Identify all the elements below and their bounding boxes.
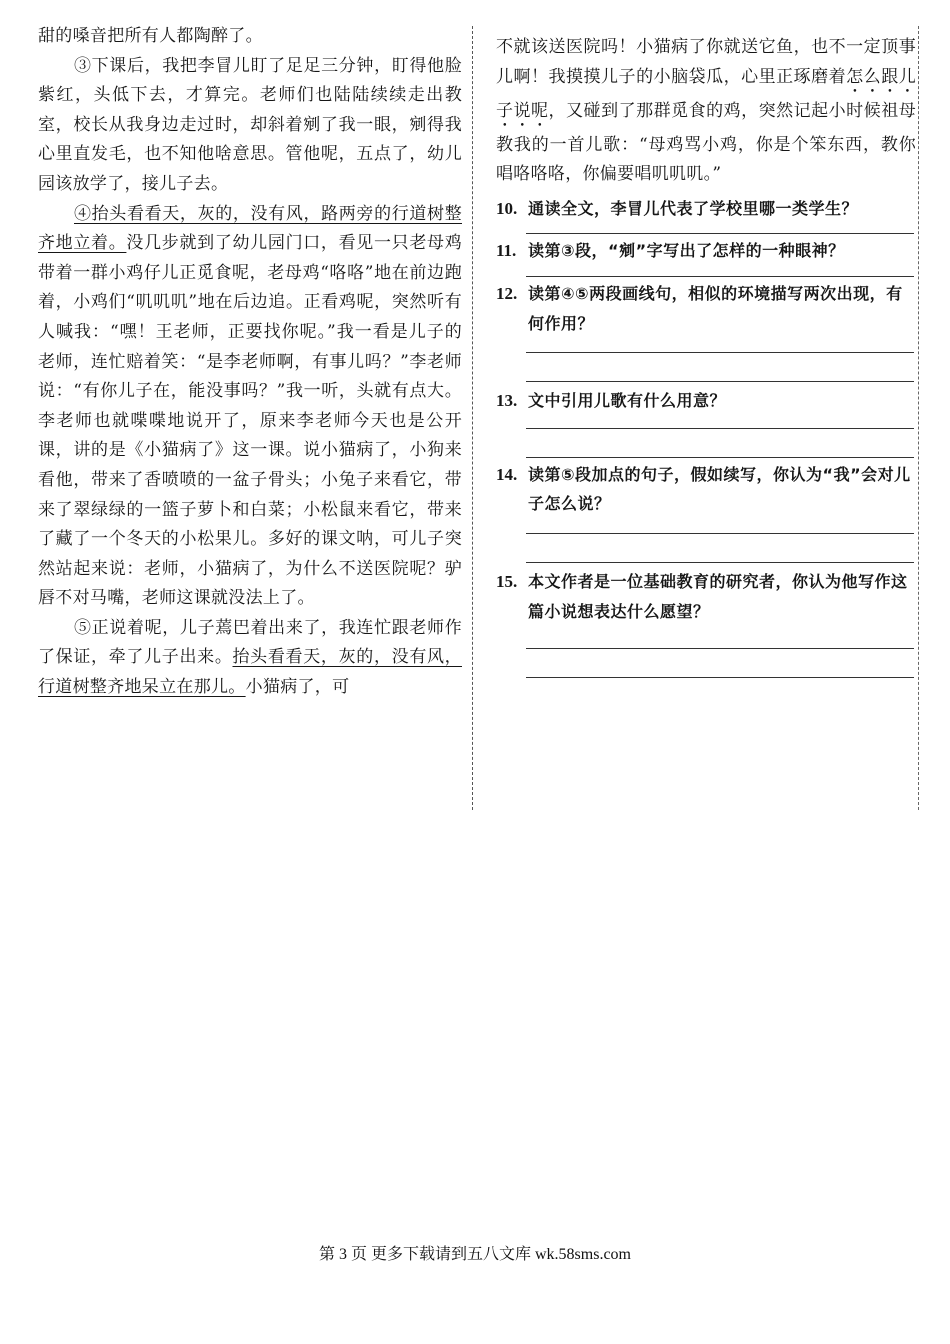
paragraph-4-text: 没几步就到了幼儿园门口，看见一只老母鸡带着一群小鸡仔儿正觅食呢，老母鸡“咯咯”地在前边跑着，小鸡们“叽叽叽”地在后边追。正看鸡呢，突然听有人喊我：“嘿！王老师，正要找你呢。”我一看是儿子的老师，连忙赔着笑：“是李老师啊，有事儿吗？”李老师说：“有你儿子在，能没事吗？”我一听，头就有点大。李老师也就喋喋地说开了，原来李老师今天也是公开课，讲的是《小猫病了》这一课。说小猫病了，小狗来看他，带来了香喷喷的一盆子骨头；小兔子来看它，带来了翠绿绿的一篮子萝卜和白菜；小松鼠来看它，带来了藏了一个冬天的小松果儿。多好的课文呐，可儿子突然站起来说：老师，小猫病了，为什么不送医院呢？驴唇不对马嘴，老师这课就没法上了。 [38,233,463,609]
dotted-sentence: 怎么跟儿子说呢， [496,66,916,121]
page-footer: 第 3 页 更多下载请到五八文库 wk.58sms.com [318,1246,631,1263]
question-14 [496,460,916,563]
paragraph-5 [38,614,462,703]
continuation-text-a: 不就该送医院吗！小猫病了你就送它鱼，也不一定顶事儿啊！我摸摸儿子的小脑袋瓜，心里正琢磨着 [496,37,916,87]
question-number: 10. [496,198,518,218]
answer-line[interactable] [526,648,914,649]
question-number: 13. [496,391,518,411]
paragraph-5-end: 小猫病了，可 [245,677,350,698]
answer-line[interactable] [526,352,914,353]
answer-line[interactable] [526,533,914,534]
question-10 [496,194,916,235]
question-text: 读第⑤段加点的句子，假如续写，你认为“我”会对儿子怎么说？ [528,464,911,514]
question-15 [496,567,916,678]
answer-line[interactable] [526,677,914,678]
right-margin-rule [918,26,919,810]
answer-line[interactable] [526,276,914,277]
question-text: 读第④⑤两段画线句，相似的环境描写两次出现，有何作用？ [528,283,903,333]
paragraph-5-start: ⑤正说着呢，儿子蔫巴着出来了，我连忙跟老师作了保证，牵了儿子出来。 [38,617,462,668]
question-text: 文中引用儿歌有什么用意？ [528,391,727,411]
answer-line[interactable] [526,562,914,563]
question-13 [496,386,916,458]
underlined-sentence-5: 抬头看看天，灰的，没有风，行道树整齐地呆立在那儿。 [38,647,462,698]
continuation-text-b: 又碰到了那群觅食的鸡，突然记起小时候祖母教我的一首儿歌：“母鸡骂小鸡，你是个笨东西，教你唱咯咯咯，你偏要唱叽叽叽。” [496,100,917,185]
paragraph-continuation [496,33,916,190]
answer-line[interactable] [526,381,914,382]
question-number: 15. [496,571,518,591]
question-12 [496,279,916,382]
column-divider [472,26,473,810]
right-column [496,33,916,678]
paragraph-3: ③下课后，我把李冒儿盯了足足三分钟，盯得他脸紫红，头低下去，才算完。老师们也陆陆续续走出教室，校长从我身边走过时，却斜着剜了我一眼，剜得我心里直发毛，也不知他啥意思。管他呢，五点了，幼儿园该放学了，接儿子去。 [38,55,462,194]
answer-line[interactable] [526,428,914,429]
left-column [38,22,462,703]
question-text: 本文作者是一位基础教育的研究者，你认为他写作这篇小说想表达什么愿望？ [528,571,908,621]
question-text: 通读全文，李冒儿代表了学校里哪一类学生？ [528,198,859,218]
question-11 [496,236,916,277]
question-number: 12. [496,283,518,303]
underlined-sentence-4: ④抬头看看天，灰的，没有风，路两旁的行道树整齐地立着。 [38,203,462,254]
question-number: 14. [496,464,518,484]
question-number: 11. [496,241,517,261]
paragraph-top: 甜的嗓音把所有人都陶醉了。 [38,26,263,46]
question-text: 读第③段，“剜”字写出了怎样的一种眼神？ [528,241,845,261]
answer-line[interactable] [526,457,914,458]
answer-line[interactable] [526,233,914,234]
paragraph-4 [38,200,462,614]
